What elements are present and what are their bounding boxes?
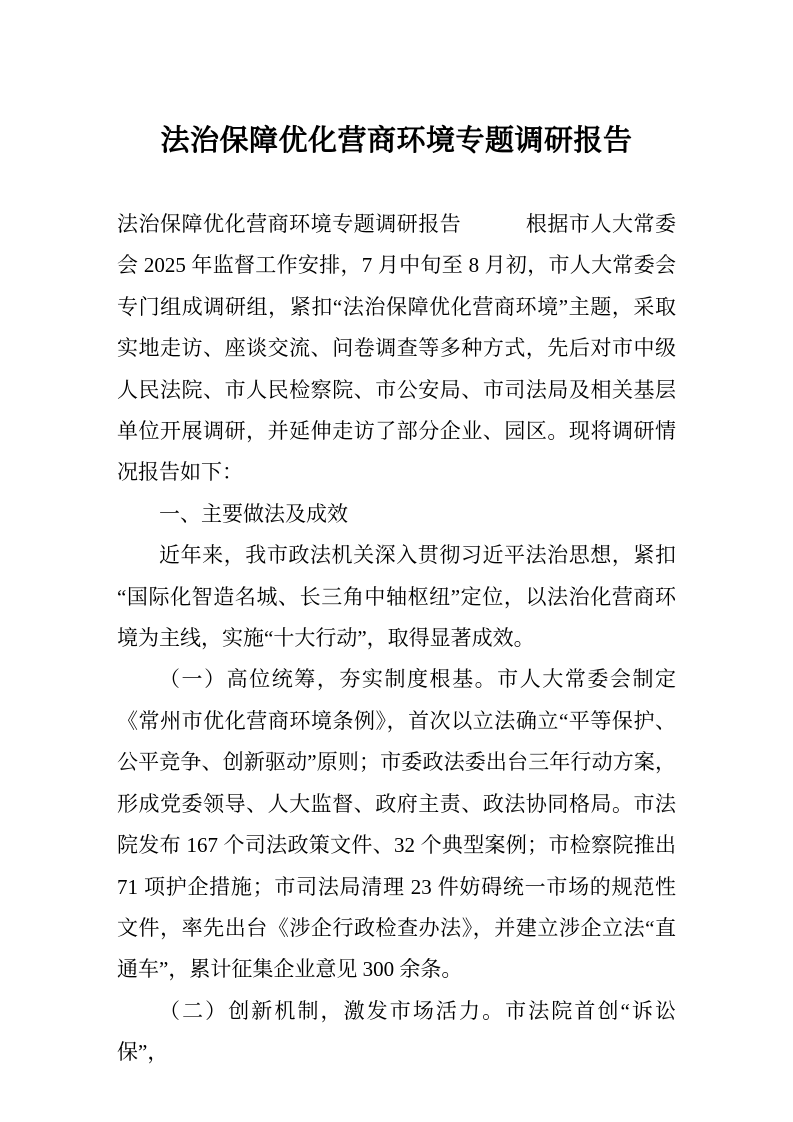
- paragraph-section1-item1: （一）高位统筹，夯实制度根基。市人大常委会制定《常州市优化营商环境条例》，首次以立法确立“平等保护、公平竞争、创新驱动”原则；市委政法委出台三年行动方案，形成党委领导、人大监督、政府主责、政法协同格局。市法院发布 167 个司法政策文件、32 个典型案例；市检察院推出 71 项护企措施；市司法局清理 23 件妨碍统一市场的规范性文件，率先出台《涉企行政检查办法》，并建立涉企立法“直通车”，累计征集企业意见 300 余条。: [117, 667, 676, 982]
- section-1-heading: 一、主要做法及成效: [159, 501, 348, 526]
- paragraph-intro: 法治保障优化营商环境专题调研报告 根据市人大常委会 2025 年监督工作安排，7 月中旬至 8 月初，市人大常委会专门组成调研组，紧扣“法治保障优化营商环境”主题，采取实地走访、座谈交流、问卷调查等多种方式，先后对市中级人民法院、市人民检察院、市公安局、市司法局及相关基层单位开展调研，并延伸走访了部分企业、园区。现将调研情况报告如下：: [117, 212, 676, 485]
- document-title: 法治保障优化营商环境专题调研报告: [160, 125, 633, 157]
- paragraph-section1-item2: （二）创新机制，激发市场活力。市法院首创“诉讼保”，: [117, 998, 676, 1065]
- paragraph-section1-intro: 近年来，我市政法机关深入贯彻习近平法治思想，紧扣“国际化智造名城、长三角中轴枢纽”定位，以法治化营商环境为主线，实施“十大行动”，取得显著成效。: [117, 543, 676, 651]
